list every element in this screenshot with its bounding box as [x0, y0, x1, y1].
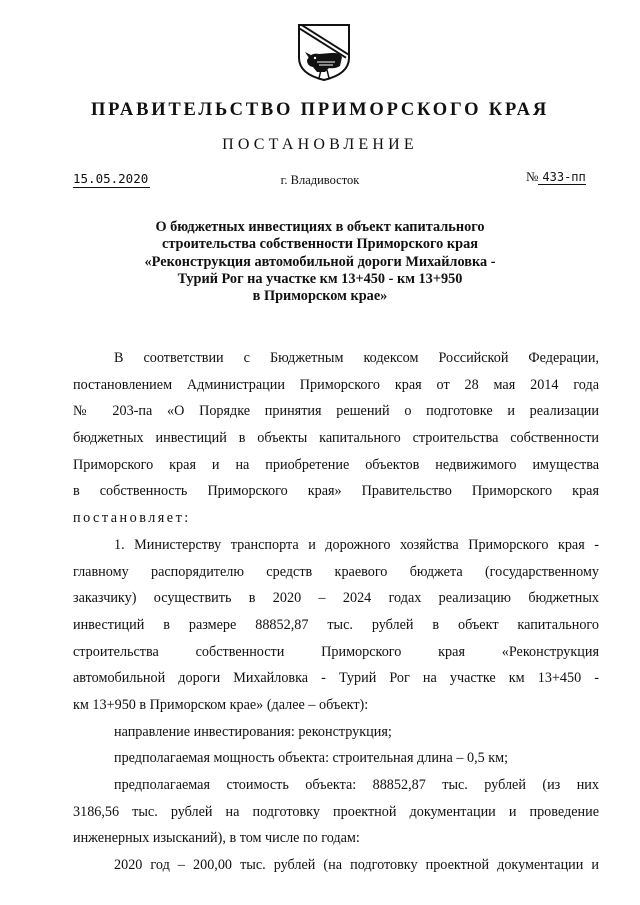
- body-line: главному распорядителю средств краевого бюджета (государственному: [73, 563, 599, 580]
- heading-line: Турий Рог на участке км 13+450 - км 13+950: [177, 270, 463, 287]
- body-line: инженерных изысканий), в том числе по годам:: [73, 830, 360, 847]
- number-sign: №: [526, 169, 539, 184]
- body-line: постановлением Администрации Приморского края от 28 мая 2014 года: [73, 376, 599, 393]
- document-city: г. Владивосток: [280, 173, 360, 187]
- heading-line: строительства собственности Приморского края: [162, 236, 478, 253]
- body-line: 2020 год – 200,00 тыс. рублей (на подготовку проектной документации и: [114, 857, 599, 874]
- document-heading: [100, 219, 540, 305]
- heading-line: в Приморском крае»: [252, 288, 388, 305]
- body-line: строительства собственности Приморского края «Реконструкция: [73, 643, 599, 660]
- document-body: [73, 348, 599, 882]
- body-line: км 13+950 в Приморском крае» (далее – объект):: [73, 696, 369, 713]
- body-line: бюджетных инвестиций в объекты капитального строительства собственности: [73, 430, 599, 447]
- body-line: заказчику) осуществить в 2020 – 2024 годах реализацию бюджетных: [73, 590, 599, 607]
- body-line: постановляет:: [73, 510, 191, 527]
- coat-of-arms-icon: [295, 22, 353, 82]
- body-line: в собственность Приморского края» Правительство Приморского края: [73, 483, 599, 500]
- heading-line: «Реконструкция автомобильной дороги Михайловка -: [144, 253, 496, 270]
- number-value: 433-пп: [538, 170, 586, 185]
- body-line: предполагаемая мощность объекта: строительная длина – 0,5 км;: [114, 750, 509, 767]
- body-line: № 203-па «О Порядке принятия решений о подготовке и реализации: [73, 403, 599, 420]
- body-line: 3186,56 тыс. рублей на подготовку проектной документации и проведение: [73, 803, 599, 820]
- body-line: автомобильной дороги Михайловка - Турий Рог на участке км 13+450 -: [73, 670, 599, 687]
- government-title: ПРАВИТЕЛЬСТВО ПРИМОРСКОГО КРАЯ: [90, 100, 549, 120]
- document-number: [526, 169, 586, 185]
- body-line: предполагаемая стоимость объекта: 88852,87 тыс. рублей (из них: [114, 777, 599, 793]
- body-line: 1. Министерству транспорта и дорожного хозяйства Приморского края -: [114, 536, 599, 553]
- document-date: 15.05.2020: [73, 171, 149, 186]
- body-line: В соответствии с Бюджетным кодексом Российской Федерации,: [114, 350, 599, 366]
- document-type: ПОСТАНОВЛЕНИЕ: [222, 136, 418, 153]
- body-line: направление инвестирования: реконструкция;: [114, 723, 392, 740]
- body-line: инвестиций в размере 88852,87 тыс. рублей в объект капитального: [73, 616, 599, 633]
- heading-line: О бюджетных инвестициях в объект капитального: [155, 219, 485, 235]
- body-line: Приморского края и на приобретение объектов недвижимого имущества: [73, 456, 599, 473]
